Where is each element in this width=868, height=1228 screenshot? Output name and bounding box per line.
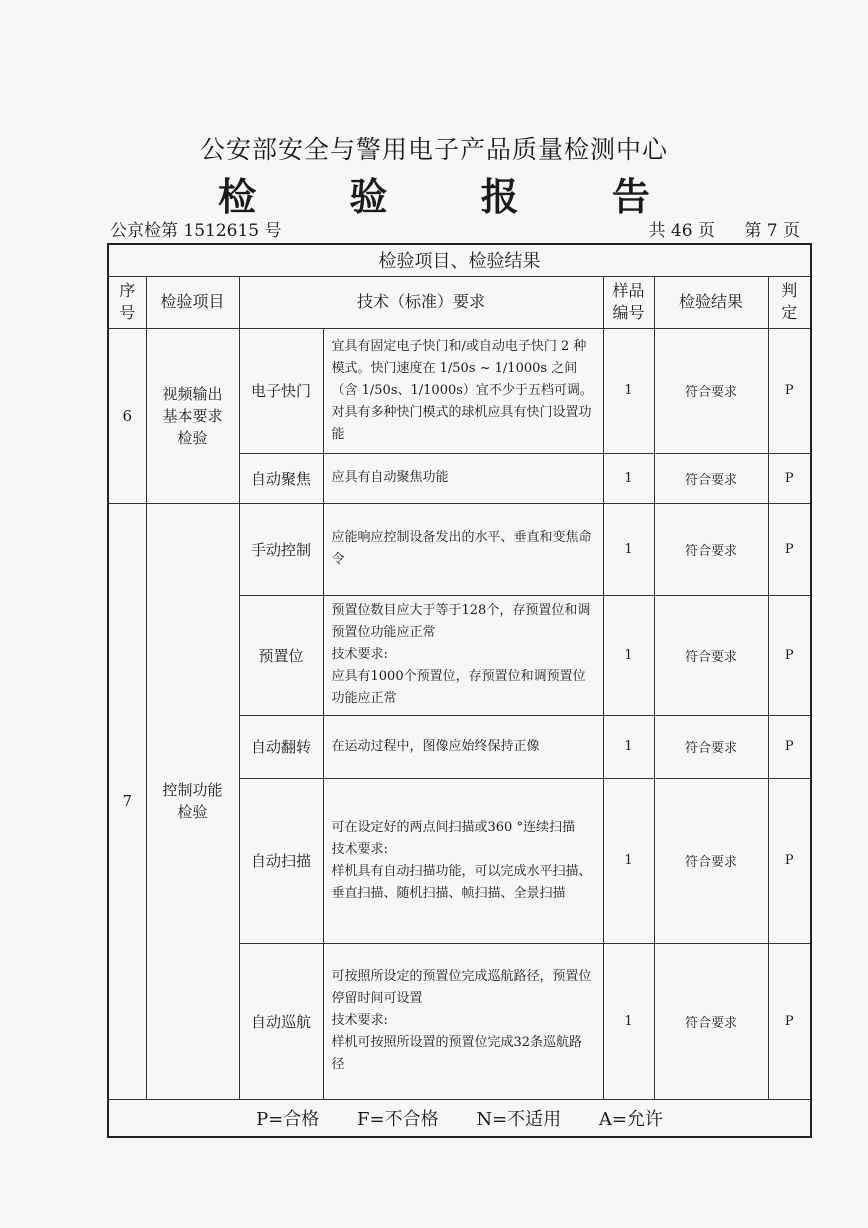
header-item: 检验项目 [146, 276, 239, 328]
legend-pass: P=合格 [256, 1108, 320, 1130]
page-number: 第 7 页 [744, 221, 800, 241]
sample-cell: 1 [603, 453, 654, 503]
requirement-cell: 预置位数目应大于等于128个，存预置位和调预置位功能应正常 技术要求: 应具有1000个预置位，存预置位和调预置位功能应正常 [323, 595, 603, 715]
legend-allow: A=允许 [598, 1108, 663, 1130]
requirement-cell: 可按照所设定的预置位完成巡航路径，预置位停留时间可设置 技术要求: 样机可按照所设置的预置位完成32条巡航路径 [323, 943, 603, 1099]
requirement-cell: 在运动过程中，图像应始终保持正像 [323, 715, 603, 778]
result-cell: 符合要求 [654, 778, 768, 943]
report-meta [110, 216, 800, 241]
sub-item-cell: 预置位 [239, 595, 323, 715]
sample-cell: 1 [603, 715, 654, 778]
verdict-cell: P [768, 595, 811, 715]
item-cell: 视频输出基本要求检验 [146, 328, 239, 503]
table-row [108, 503, 811, 595]
report-number: 公京检第 1512615 号 [110, 221, 282, 241]
legend-row [108, 1099, 811, 1137]
requirement-cell: 应能响应控制设备发出的水平、垂直和变焦命令 [323, 503, 603, 595]
result-cell: 符合要求 [654, 453, 768, 503]
seq-cell: 7 [108, 503, 146, 1099]
legend-fail: F=不合格 [357, 1108, 439, 1130]
result-cell: 符合要求 [654, 595, 768, 715]
header-requirement: 技术（标准）要求 [239, 276, 603, 328]
table-row [108, 328, 811, 453]
verdict-cell: P [768, 328, 811, 453]
sub-item-cell: 自动翻转 [239, 715, 323, 778]
sub-item-cell: 电子快门 [239, 328, 323, 453]
result-cell: 符合要求 [654, 943, 768, 1099]
verdict-cell: P [768, 778, 811, 943]
requirement-cell: 宜具有固定电子快门和/或自动电子快门 2 种模式。快门速度在 1/50s ~ 1/1000s 之间（含 1/50s、1/1000s）宜不少于五档可调。对具有多种快门模式的球机应具有快门设置功能 [323, 328, 603, 453]
sample-cell: 1 [603, 503, 654, 595]
header-seq: 序号 [108, 276, 146, 328]
verdict-cell: P [768, 453, 811, 503]
sample-cell: 1 [603, 328, 654, 453]
report-title: 检 验 报 告 [218, 174, 690, 219]
sub-item-cell: 自动聚焦 [239, 453, 323, 503]
legend-na: N=不适用 [476, 1108, 562, 1130]
result-cell: 符合要求 [654, 715, 768, 778]
legend [108, 1099, 811, 1137]
section-title: 检验项目、检验结果 [108, 244, 811, 276]
verdict-cell: P [768, 503, 811, 595]
item-cell: 控制功能检验 [146, 503, 239, 1099]
requirement-cell: 应具有自动聚焦功能 [323, 453, 603, 503]
inspection-table [107, 243, 812, 1138]
total-pages: 共 46 页 [648, 221, 715, 241]
sample-cell: 1 [603, 943, 654, 1099]
sub-item-cell: 手动控制 [239, 503, 323, 595]
sample-cell: 1 [603, 778, 654, 943]
page-info [643, 216, 800, 241]
header-verdict: 判定 [768, 276, 811, 328]
organization-title: 公安部安全与警用电子产品质量检测中心 [199, 135, 668, 164]
result-cell: 符合要求 [654, 328, 768, 453]
header-result: 检验结果 [654, 276, 768, 328]
verdict-cell: P [768, 715, 811, 778]
header-sample: 样品编号 [603, 276, 654, 328]
seq-cell: 6 [108, 328, 146, 503]
result-cell: 符合要求 [654, 503, 768, 595]
sample-cell: 1 [603, 595, 654, 715]
verdict-cell: P [768, 943, 811, 1099]
requirement-cell: 可在设定好的两点间扫描或360 °连续扫描 技术要求: 样机具有自动扫描功能，可以完成水平扫描、垂直扫描、随机扫描、帧扫描、全景扫描 [323, 778, 603, 943]
sub-item-cell: 自动巡航 [239, 943, 323, 1099]
sub-item-cell: 自动扫描 [239, 778, 323, 943]
